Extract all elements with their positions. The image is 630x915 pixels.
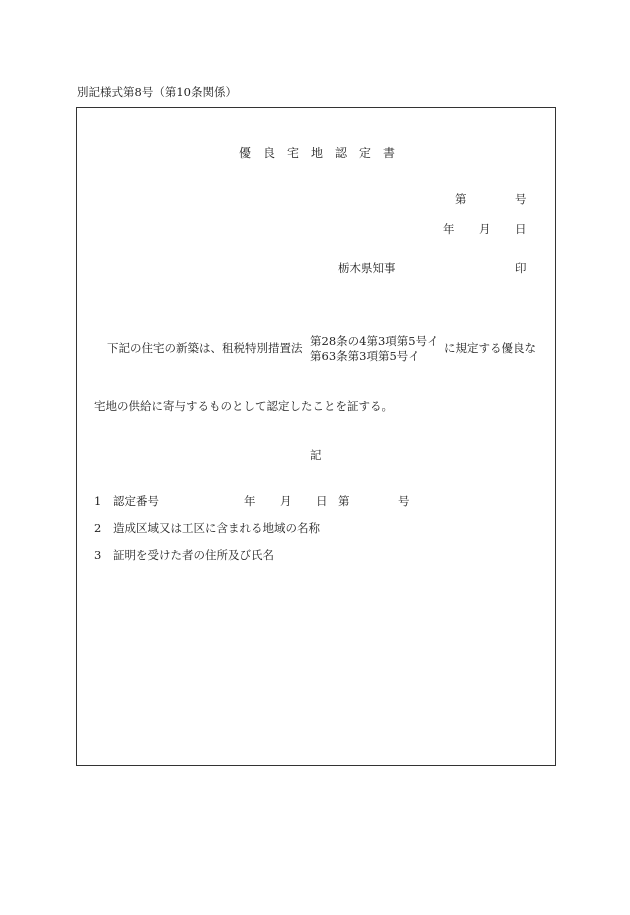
issuer: 栃木県知事 xyxy=(338,261,396,275)
date-month: 月 xyxy=(479,222,491,236)
number-dai: 第 xyxy=(455,192,467,206)
date-year: 年 xyxy=(443,222,455,236)
form-label: 別記様式第8号（第10条関係） xyxy=(77,85,237,99)
item-3-num: 3 xyxy=(94,548,102,562)
item-1-month: 月 xyxy=(280,494,292,508)
item-1-label: 認定番号 xyxy=(113,494,159,508)
body-article-2: 第63条第3項第5号イ xyxy=(310,349,420,363)
date-day: 日 xyxy=(515,222,527,236)
item-1-go: 号 xyxy=(398,494,410,508)
certificate-frame xyxy=(76,107,556,766)
body-suffix: に規定する優良な xyxy=(444,341,536,355)
body-article-1: 第28条の4第3項第5号イ xyxy=(310,334,439,348)
item-2-label: 造成区域又は工区に含まれる地域の名称 xyxy=(113,521,320,535)
item-1-day: 日 xyxy=(316,494,328,508)
item-1-num: 1 xyxy=(94,494,102,508)
ki-heading: 記 xyxy=(310,448,322,462)
body-prefix: 下記の住宅の新築は、租税特別措置法 xyxy=(107,341,303,355)
certificate-title: 優 良 宅 地 認 定 書 xyxy=(239,146,396,160)
item-3-label: 証明を受けた者の住所及び氏名 xyxy=(113,548,274,562)
number-go: 号 xyxy=(515,192,527,206)
item-1-year: 年 xyxy=(244,494,256,508)
body-line2: 宅地の供給に寄与するものとして認定したことを証する。 xyxy=(94,399,393,413)
item-1-dai: 第 xyxy=(338,494,350,508)
seal: 印 xyxy=(515,261,527,275)
item-2-num: 2 xyxy=(94,521,102,535)
